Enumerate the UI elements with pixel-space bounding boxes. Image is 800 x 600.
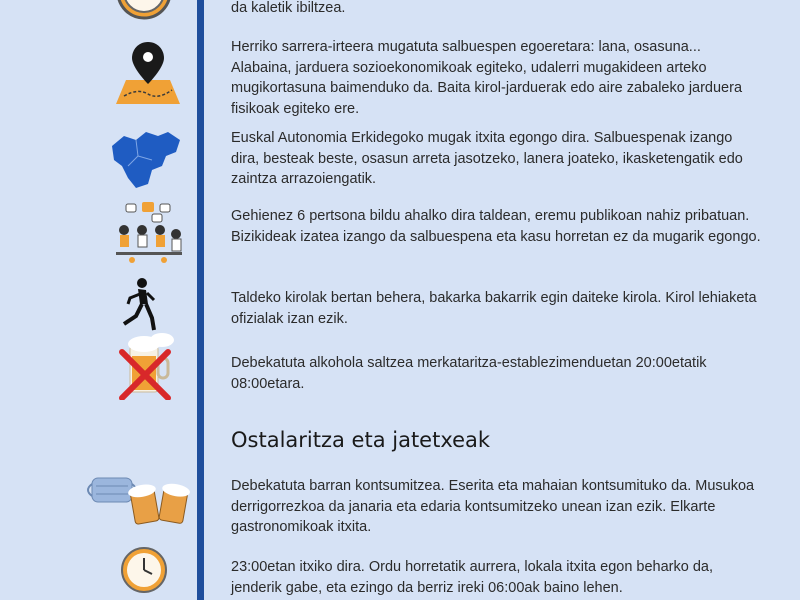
paragraph-intro-end: da kaletik ibiltzea. [231,0,346,16]
basque-country-map-icon [106,126,186,192]
paragraph-alcohol-sales: Debekatuta alkohola saltzea merkataritza-establezimenduetan 20:00etatik 08:00etara. [231,355,707,392]
clock-icon [120,546,168,594]
no-alcohol-icon [116,330,184,400]
paragraph-gatherings: Gehienez 6 pertsona bildu ahalko dira taldean, eremu publikoan nahiz pribatuan. Bizikideak izatea izango da salbuespena eta kasu horretan ez da mugarik egongo. [231,208,761,245]
runner-icon [118,276,162,332]
paragraph-closing-time: 23:00etan itxiko dira. Ordu horretatik aurrera, lokala itxita egon beharko da, jenderik gabe, eta ezingo da berriz ireki 06:00ak baino lehen. [231,559,713,596]
timeline-divider [197,0,204,600]
clock-icon [113,0,175,20]
paragraph-bar-consumption: Debekatuta barran kontsumitzea. Eserita eta mahaian kontsumituko da. Musukoa derrigorrezkoa da janaria eta edaria kontsumitzeko unean izan ezik. Elkarte gastronomikoak itxita. [231,478,755,535]
paragraph-mobility: Herriko sarrera-irteera mugatuta salbuespen egoeretara: lana, osasuna... Alabaina, jarduera sozioekonomikoak egiteko, udalerri mugakideen arteko mugikortasuna baimenduko da. Baita kirol-jarduerak edo aire zabaleko jarduera fisikoak egiteko ere. [231,39,743,117]
paragraph-borders: Euskal Autonomia Erkidegoko mugak itxita egongo dira. Salbuespenak izango dira, besteak beste, osasun arreta jasotzeko, lanera joateko, ikasketengatik edo zaintza arrazoiengatik. [231,130,743,187]
section-heading: Ostalaritza eta jatetxeak [231,428,491,452]
group-meeting-icon [112,200,184,266]
paragraph-sports: Taldeko kirolak bertan behera, bakarka bakarrik egin daiteke kirola. Kirol lehiaketa ofizialak izan ezik. [231,290,757,327]
map-pin-icon [112,38,184,108]
mask-and-beer-icon [84,468,194,526]
